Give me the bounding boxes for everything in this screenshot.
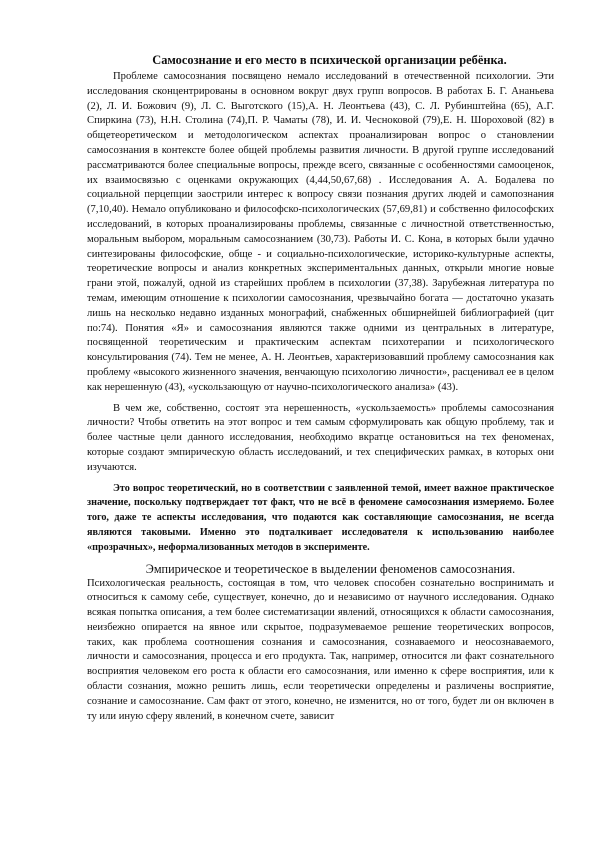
paragraph-3-bold: Это вопрос теоретический, но в соответствии с заявленной темой, имеет важное практическое значение, поскольку подтверждает тот факт, что не всё в феномене самосознания измеряемо. Более того, даже те аспекты исследования, что подаются как составляющие самосознания, не всегда являются таковыми. Именно это подталкивает исследователя к использованию наиболее «прозрачных», неформализованных методов в эксперименте.: [87, 482, 554, 553]
section-paragraph: Психологическая реальность, состоящая в том, что человек способен сознательно воспринимать и относиться к самому себе, существует, конечно, до и независимо от научного исследования. Однако всякая попытка описания, а тем более систематизации явлений, относящихся к области самосознания, неизбежно опирается на явное или скрытое, подразумеваемое решение теоретических вопросов, таких, как проблема соотношения сознания и самосознания, сознаваемого и неосознаваемого, личности и самосознания, процесса и его продукта. Так, например, относится ли факт сознательного восприятия человеком его роста к области его самосознания, или именно к сфере восприятия, или к области сознания, можно решить лишь, если теоретически определены и различены восприятие, сознание и самосознание. Сам факт от этого, конечно, не изменится, но от того, будет ли он включен в ту или иную сферу явлений, в конечном счете, зависит: [87, 577, 554, 722]
document-title: Самосознание и его место в психической организации ребёнка.: [152, 53, 507, 67]
paragraph-2: В чем же, собственно, состоят эта нерешенность, «ускользаемость» проблемы самосознания личности? Чтобы ответить на этот вопрос и тем самым сформулировать как общую проблему, так и более частные цели данного исследования, необходимо вкратце остановиться на тех феноменах, которые создают эмпирическую область исследований, и тех специфических рамках, в которых они изучаются.: [87, 402, 554, 473]
paragraph-1: Проблеме самосознания посвящено немало исследований в отечественной психологии. Эти исследования сконцентрированы в основном вокруг двух групп вопросов. В работах Б. Г. Ананьева (2), Л. И. Божович (9), Л. С. Выготского (15),А. Н. Леонтьева (43), С. Л. Рубинштейна (65), А.Г. Спиркина (73), Н.Н. Столина (74),П. Р. Чаматы (78), И. И. Чесноковой (79),Е. Н. Шороховой (82) в общетеоретическом и методологическом аспектах проанализирован вопрос о становлении самосознания в контексте более общей проблемы развития личности. В другой группе исследований рассматриваются более специальные вопросы, прежде всего, связанные с особенностями самооценок, их взаимосвязью с оценками окружающих (4,44,50,67,68) . Исследования А. А. Бодалева по социальной перцепции заострили интерес к вопросу связи познания других людей и самопознания (7,10,40). Немало опубликовано и философско-психологических (57,69,81) и собственно философских исследований, в которых проанализированы проблемы, связанные с личностной ответственностью, моральным выбором, моральным самосознанием (30,73). Работы И. С. Кона, в которых были удачно синтезированы философские, обще - и социально-психологические, историко-культурные аспекты, теоретические вопросы и анализ конкретных экспериментальных данных, открыли многие новые грани этой, пожалуй, одной из старейших проблем в психологии (37,38). Зарубежная литература по темам, имеющим отношение к психологии самосознания, чрезвычайно богата — достаточно указать лишь на несколько недавно изданных монографий, снабженных обширнейшей библиографией (цит по:74). Понятия «Я» и самосознания являются также одними из центральных в литературе, посвященной теоретическим и практическим аспектам психотерапии и психологического консультирования (74). Тем не менее, А. Н. Леонтьев, характеризовавший проблему самосознания как проблему «высокого жизненного значения, венчающую психологию личности», расценивал ее в целом как нерешенную (43), «ускользающую от научно-психологического анализа» (43).: [87, 71, 554, 393]
document-body: [87, 52, 554, 724]
section-heading: Эмпирическое и теоретическое в выделении феноменов самосознания.: [145, 561, 516, 576]
